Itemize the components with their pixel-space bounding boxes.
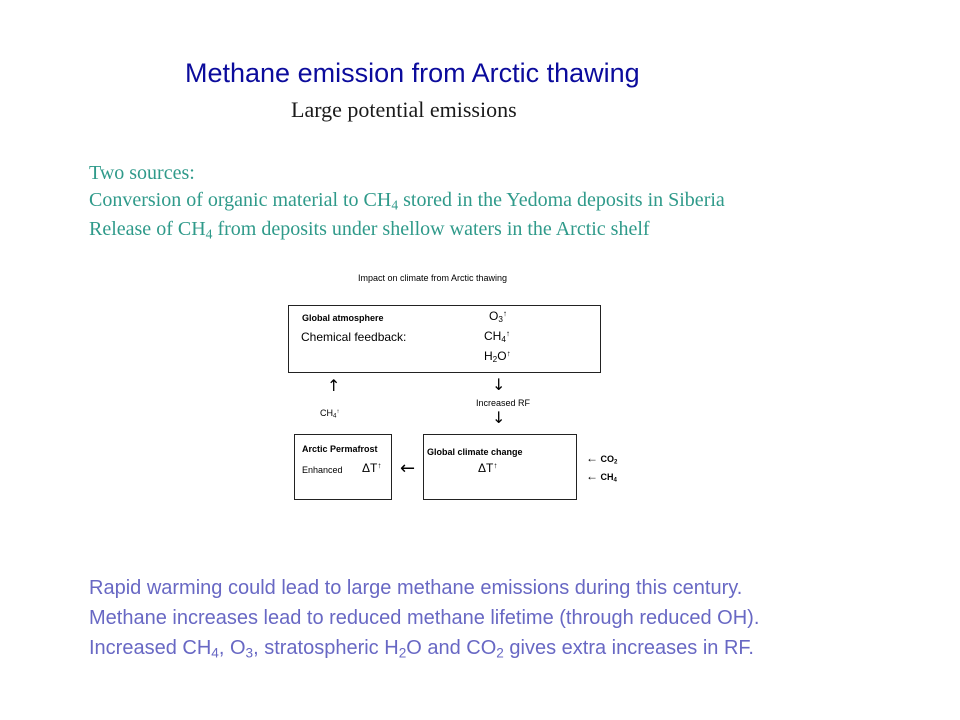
climate-delta-t: ΔT↑ [478, 460, 498, 475]
down-arrow-icon: ↓ [492, 408, 506, 427]
conclusion-line-1: Rapid warming could lead to large methane emissions during this century. [89, 577, 743, 599]
slide-subtitle: Large potential emissions [291, 97, 517, 122]
chemical-feedback-label: Chemical feedback: [301, 330, 407, 344]
left-arrow-icon: ← [586, 451, 598, 465]
o3-increase: $O_3^↑$ [489, 308, 507, 325]
ch4-increase: $CH_4^↑$ [484, 328, 510, 345]
ch4-flux-label: $CH_4^↑$ [320, 407, 340, 420]
ch4-input: ← $CH_4$ [586, 469, 617, 484]
down-arrow-icon: ↓ [492, 375, 506, 394]
increased-rf-label: Increased RF [476, 398, 531, 408]
slide-title: Methane emission from Arctic thawing [185, 58, 640, 88]
co2-input: ← $CO_2$ [586, 451, 618, 466]
permafrost-delta-t: ΔT↑ [362, 460, 382, 475]
arctic-permafrost-label: Arctic Permafrost [302, 444, 378, 454]
global-climate-change-label: Global climate change [427, 447, 523, 457]
global-atmosphere-label: Global atmosphere [302, 313, 384, 323]
up-arrow-icon: ↑ [327, 376, 341, 395]
source-yedoma: Conversion of organic material to $CH_4$ stored in the Yedoma deposits in Siberia [89, 189, 725, 213]
left-arrow-icon: ← [400, 458, 416, 479]
conclusion-line-2: Methane increases lead to reduced methane lifetime (through reduced OH). [89, 607, 760, 629]
conclusion-line-3: Increased $CH_4$, $O_3$, stratospheric $H_2O$ and $CO_2$ gives extra increases in RF. [89, 637, 754, 661]
left-arrow-icon: ← [586, 469, 598, 483]
global-climate-change-box [423, 434, 577, 500]
sources-heading: Two sources: [89, 162, 195, 184]
source-arctic-shelf: Release of $CH_4$ from deposits under shellow waters in the Arctic shelf [89, 218, 650, 242]
diagram-title: Impact on climate from Arctic thawing [358, 273, 508, 283]
enhanced-label: Enhanced [302, 465, 343, 475]
h2o-increase: $H_2O^↑$ [484, 348, 511, 365]
